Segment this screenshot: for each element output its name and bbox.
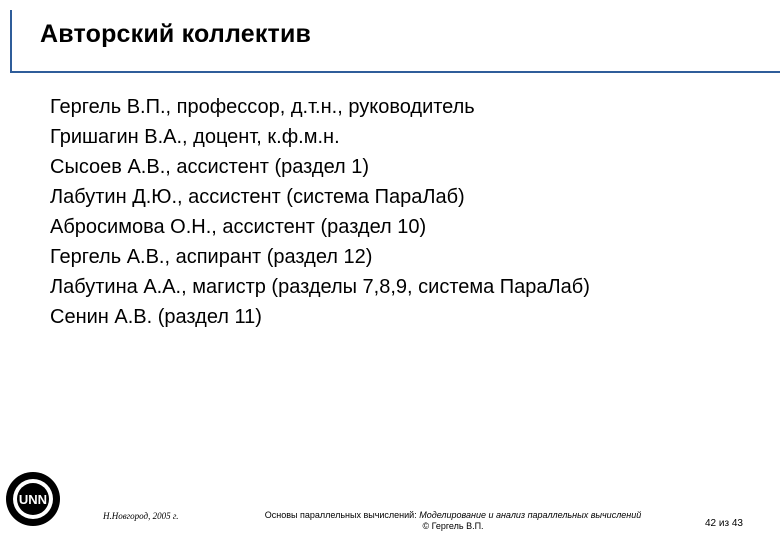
slide-footer xyxy=(0,470,780,540)
author-item: Сысоев А.В., ассистент (раздел 1) xyxy=(50,156,370,178)
copyright: © Гергель В.П. xyxy=(422,521,484,531)
author-list xyxy=(50,92,590,332)
course-title: Моделирование и анализ параллельных вычислений xyxy=(419,510,642,520)
author-item: Гергель В.П., профессор, д.т.н., руководитель xyxy=(50,96,475,118)
course-prefix: Основы параллельных вычислений: xyxy=(264,510,420,520)
author-item: Гришагин В.А., доцент, к.ф.м.н. xyxy=(50,126,340,148)
author-item: Абросимова О.Н., ассистент (раздел 10) xyxy=(50,216,427,238)
author-item: Сенин А.В. (раздел 11) xyxy=(50,306,262,328)
author-item: Лабутина А.А., магистр (разделы 7,8,9, система ПараЛаб) xyxy=(50,276,590,298)
author-item: Гергель А.В., аспирант (раздел 12) xyxy=(50,246,373,268)
footer-course xyxy=(258,510,648,532)
author-item: Лабутин Д.Ю., ассистент (система ПараЛаб) xyxy=(50,186,465,208)
logo-text: UNN xyxy=(18,492,48,507)
footer-city-year: Н.Новгород, 2005 г. xyxy=(103,511,179,521)
page-number: 42 из 43 xyxy=(705,518,743,529)
slide-title: Авторский коллектив xyxy=(40,20,312,48)
unn-logo-icon xyxy=(4,470,62,528)
